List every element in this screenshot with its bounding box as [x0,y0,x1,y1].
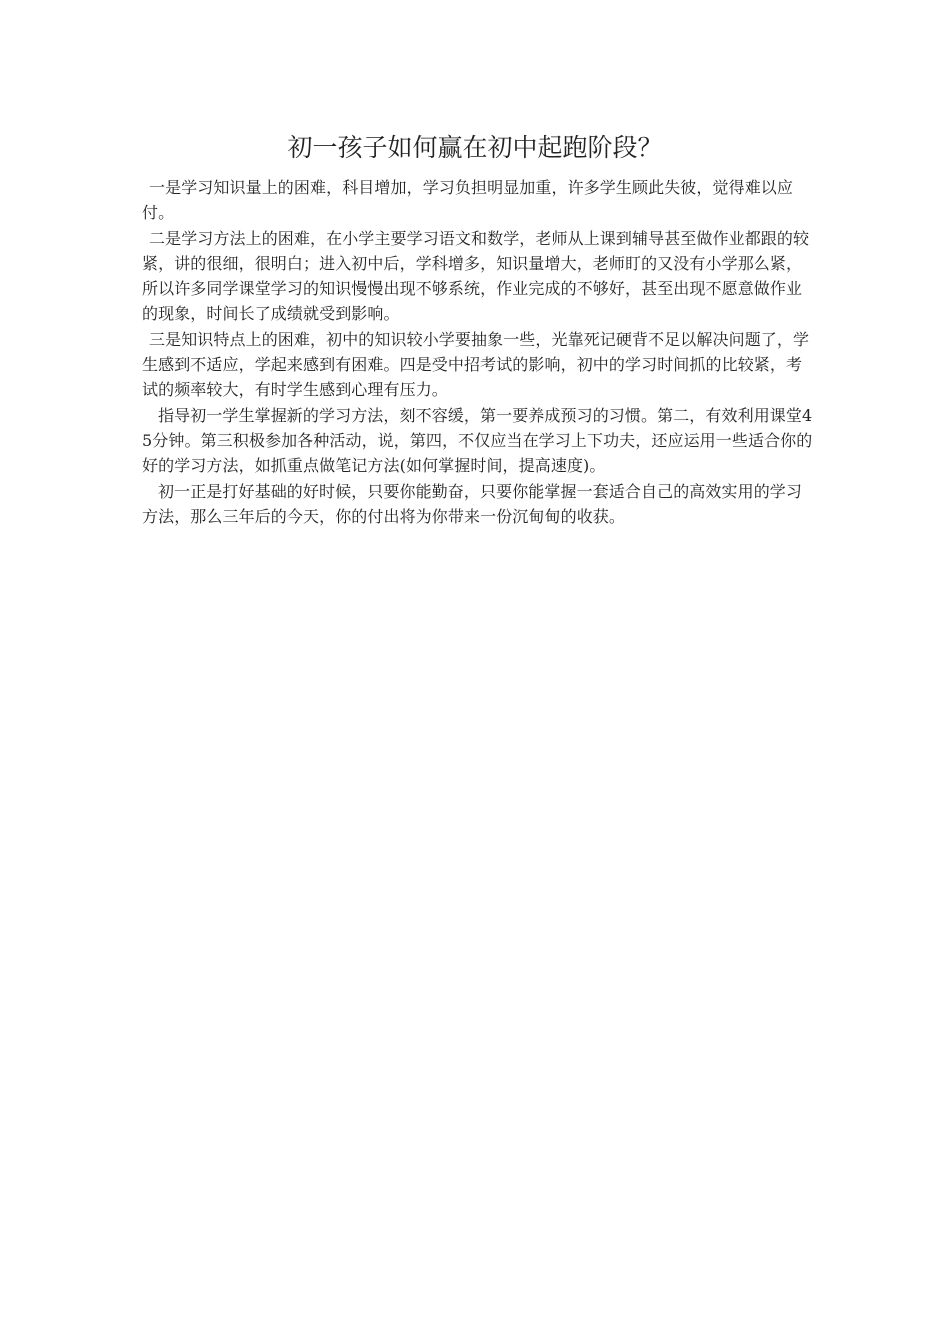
paragraph-5: 初一正是打好基础的好时候，只要你能勤奋，只要你能掌握一套适合自己的高效实用的学习方法，那么三年后的今天，你的付出将为你带来一份沉甸甸的收获。 [142,481,803,526]
page-title: 初一孩子如何赢在初中起跑阶段？ [287,133,663,162]
document-body [142,175,814,529]
paragraph-3: 三是知识特点上的困难，初中的知识较小学要抽象一些，光靠死记硬背不足以解决问题了，学生感到不适应，学起来感到有困难。四是受中招考试的影响，初中的学习时间抓的比较紧，考试的频率较大，有时学生感到心理有压力。 [142,329,810,400]
paragraph-2: 二是学习方法上的困难，在小学主要学习语文和数学，老师从上课到辅导甚至做作业都跟的较紧，讲的很细，很明白；进入初中后，学科增多，知识量增大，老师盯的又没有小学那么紧，所以许多同学课堂学习的知识慢慢出现不够系统，作业完成的不够好，甚至出现不愿意做作业的现象，时间长了成绩就受到影响。 [142,228,810,324]
paragraph-1: 一是学习知识量上的困难，科目增加，学习负担明显加重，许多学生顾此失彼，觉得难以应付。 [142,178,794,223]
paragraph-4: 指导初一学生掌握新的学习方法，刻不容缓，第一要养成预习的习惯。第二，有效利用课堂45分钟。第三积极参加各种活动，说，第四，不仅应当在学习上下功夫，还应运用一些适合你的好的学习方法，如抓重点做笔记方法(如何掌握时间，提高速度)。 [142,405,813,476]
